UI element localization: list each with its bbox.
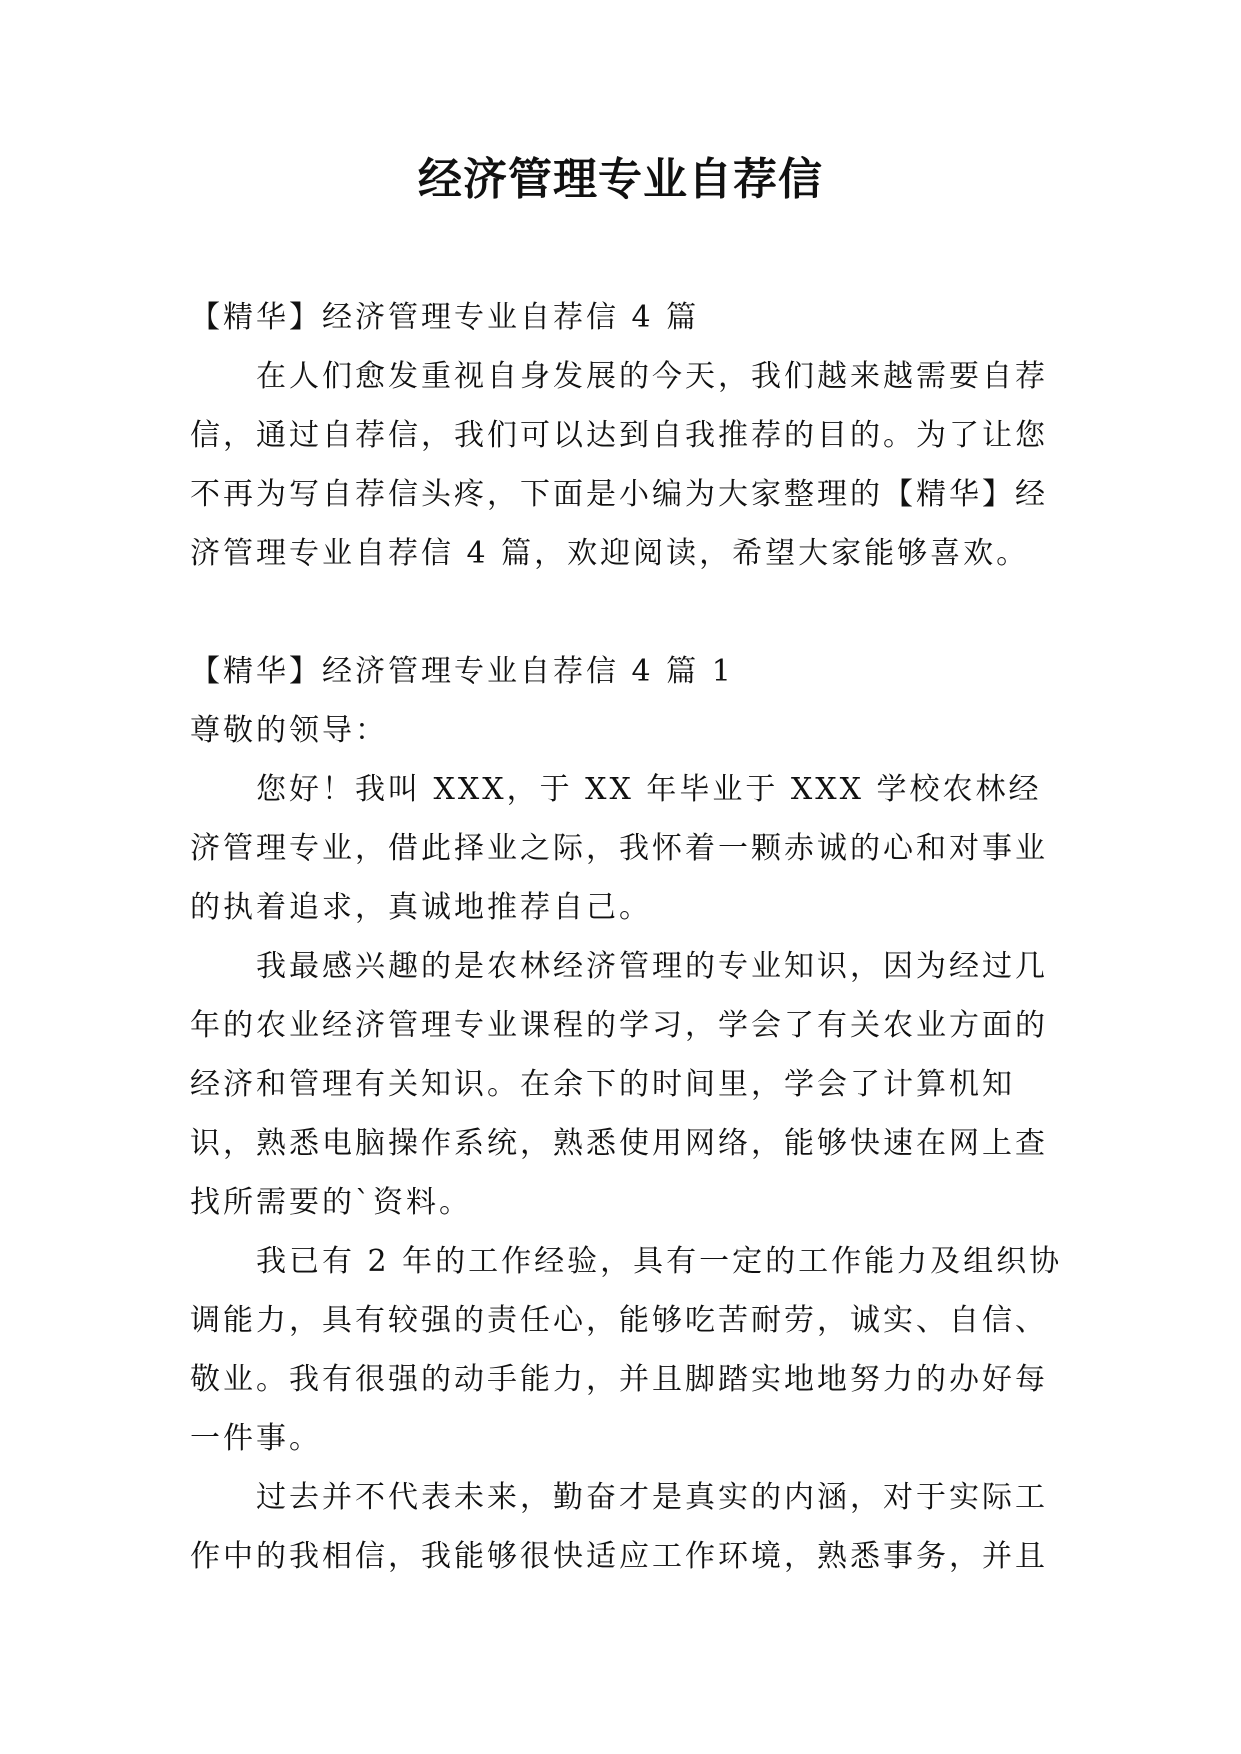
document-body [190,288,1068,1586]
body-paragraph: 我最感兴趣的是农林经济管理的专业知识，因为经过几年的农业经济管理专业课程的学习，学会了有关农业方面的经济和管理有关知识。在余下的时间里，学会了计算机知识，熟悉电脑操作系统，熟悉使用网络，能够快速在网上查找所需要的`资料。 [190,949,1048,1220]
salutation: 尊敬的领导： [190,713,388,748]
intro-paragraph: 在人们愈发重视自身发展的今天，我们越来越需要自荐信，通过自荐信，我们可以达到自我推荐的目的。为了让您不再为写自荐信头疼，下面是小编为大家整理的【精华】经济管理专业自荐信 4 篇，欢迎阅读，希望大家能够喜欢。 [190,359,1048,571]
body-paragraph: 过去并不代表未来，勤奋才是真实的内涵，对于实际工作中的我相信，我能够很快适应工作环境，熟悉事务，并且 [190,1480,1048,1574]
body-paragraph: 我已有 2 年的工作经验，具有一定的工作能力及组织协调能力，具有较强的责任心，能够吃苦耐劳，诚实、自信、敬业。我有很强的动手能力，并且脚踏实地地努力的办好每一件事。 [190,1244,1063,1456]
paragraph-spacer [190,583,1068,642]
document-title: 经济管理专业自荐信 [418,154,823,205]
document-subtitle: 【精华】经济管理专业自荐信 4 篇 [190,300,700,335]
section-heading: 【精华】经济管理专业自荐信 4 篇 1 [190,654,734,689]
body-paragraph: 您好！我叫 XXX，于 XX 年毕业于 XXX 学校农林经济管理专业，借此择业之际，我怀着一颗赤诚的心和对事业的执着追求，真诚地推荐自己。 [190,772,1048,925]
